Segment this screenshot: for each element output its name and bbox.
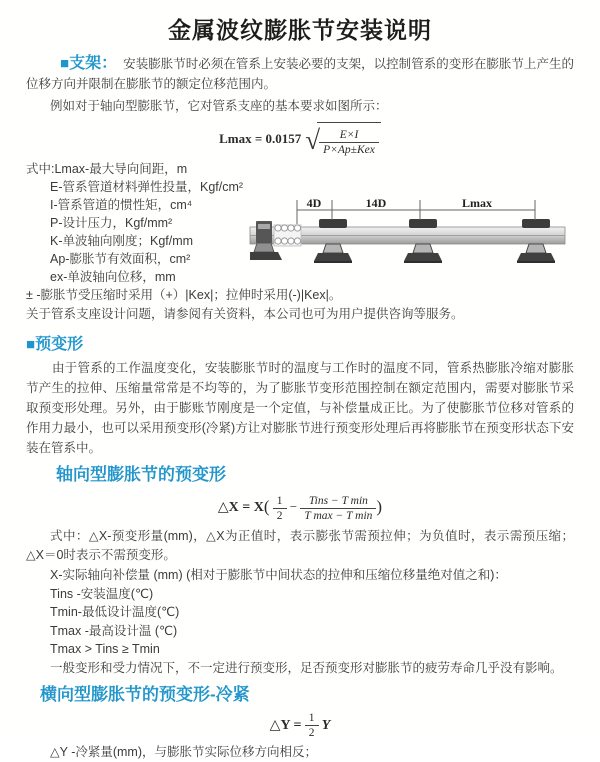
- consult-note: 关于管系支座设计问题，请参阅有关资料，本公司也可为用户提供咨询等服务。: [26, 306, 464, 321]
- section-square-icon: ■: [60, 55, 70, 72]
- minus-operator: −: [289, 499, 298, 514]
- plus-minus-note: ± -膨胀节受压缩时采用（+）|Kex|；拉伸时采用(-)|Kex|。: [26, 288, 342, 302]
- definition-line: Tmin-最低设计温度(℃): [50, 605, 180, 619]
- fraction-denominator: P×Ap±Kex: [323, 143, 375, 156]
- left-paren: (: [263, 497, 270, 516]
- definition-line: 式中:Lmax-最大导向间距，m: [26, 162, 188, 176]
- fraction-temps: [300, 494, 376, 523]
- definition-line: K-单波轴向刚度；Kgf/mm: [50, 234, 194, 248]
- definition-line: Ap-膨胀节有效面积，cm²: [50, 252, 191, 266]
- axial-subsection-heading: 轴向型膨胀节的预变形: [56, 465, 226, 484]
- formula-lmax: [0, 122, 600, 156]
- formula-dx-lhs: △X = X: [217, 500, 264, 515]
- right-paren: ): [376, 497, 383, 516]
- fraction: [319, 128, 379, 157]
- formula-dy-rhs: Y: [321, 717, 331, 733]
- half-y-num: 1: [305, 711, 319, 726]
- definition-line: ex-单波轴向位移，mm: [50, 270, 176, 284]
- formula-delta-x: [0, 489, 600, 525]
- sqrt-radical-glyph: √: [305, 125, 321, 156]
- definition-line: Tmax > Tins ≥ Tmin: [50, 642, 160, 656]
- half-den: 2: [276, 509, 283, 522]
- dim-label-4d: 4D: [306, 196, 322, 210]
- predeform-paragraph: 由于管系的工作温度变化，安装膨胀节时的温度与工作时的温度不同，管系热膨胀冷缩对膨胀节产生的拉伸、压缩量常常是不均等的，为了膨胀节变形范围控制在额定范围内，需要对膨胀节采取预变形处理。另外，由于膨账节刚度是一个定值，与补偿量成正比。为了使膨胀节位移对管系的作用力最小，也可以采用预变形(冷紧)方让对膨胀节进行预变形处理后再将膨胀节在预变形状态下安装在管系中。: [26, 361, 574, 455]
- page-title: 金属波纹膨胀节安装说明: [168, 17, 432, 43]
- half-y-den: 2: [308, 727, 315, 740]
- formula-delta-y: [0, 709, 600, 741]
- support-section-heading: 支架：: [69, 55, 118, 72]
- axial-explanation: 式中：△X-预变形量(mm)，△X为正值时，表示膨张节需预拉伸；为负值时，表示需预压缩；△X＝0时表示不需预变形。: [26, 529, 574, 562]
- definition-line: P-设计压力，Kgf/mm²: [50, 216, 173, 230]
- fraction-half-y: [305, 711, 319, 740]
- lateral-subsection-heading: 横向型膨胀节的预变形-冷紧: [40, 684, 250, 704]
- temps-den: T max − T min: [304, 509, 373, 522]
- support-body-text: 安装膨胀节时必须在管系上安装必要的支架，以控制管系的变形在膨胀节上产生的位移方向并限制在膨胀节的额定位移范围内。: [26, 57, 574, 91]
- definition-line: X-实际轴向补偿量 (mm) (相对于膨胀节中间状态的拉伸和压缩位移量绝对值之和)：: [50, 568, 507, 582]
- definition-line: E-管系管道材料弹性投量，Kgf/cm²: [50, 180, 244, 194]
- pipe-support-diagram: [250, 194, 565, 286]
- formula-dy-lhs: △Y =: [269, 717, 302, 733]
- half-num: 1: [273, 494, 287, 509]
- pipe-support-diagram-svg: [250, 194, 565, 286]
- fraction-numerator: E×I: [319, 128, 379, 143]
- predeform-section-heading: [26, 334, 574, 356]
- predeform-heading-label: 预变形: [35, 336, 84, 353]
- definition-line: I-管系管道的惯性矩，cm⁴: [50, 198, 193, 212]
- definition-line: Tmax -最高设计温 (℃): [50, 623, 178, 638]
- axial-definitions-block: [26, 566, 600, 659]
- support-paragraph: [26, 54, 574, 94]
- temps-num: Tins − T min: [300, 494, 376, 509]
- definition-line: Tins -安装温度(℃): [50, 586, 154, 601]
- section-square-icon: ■: [26, 336, 36, 353]
- lateral-definition: △Y -冷紧量(mm)，与膨胀节实际位移方向相反；: [50, 744, 318, 759]
- example-line: 例如对于轴向型膨胀节，它对管系支座的基本要求如图所示：: [50, 99, 388, 113]
- axial-note: 一般变形和受力情况下，不一定进行预变形，足否预变形对膨胀节的疲劳寿命几乎没有影响。: [50, 660, 563, 675]
- sqrt-body: [317, 122, 381, 158]
- formula-lmax-lhs: Lmax = 0.0157: [219, 131, 302, 146]
- dim-label-14d: 14D: [365, 196, 387, 210]
- bellows-icon: [274, 225, 301, 246]
- dim-label-lmax: Lmax: [462, 196, 492, 210]
- fraction-half: [273, 494, 287, 523]
